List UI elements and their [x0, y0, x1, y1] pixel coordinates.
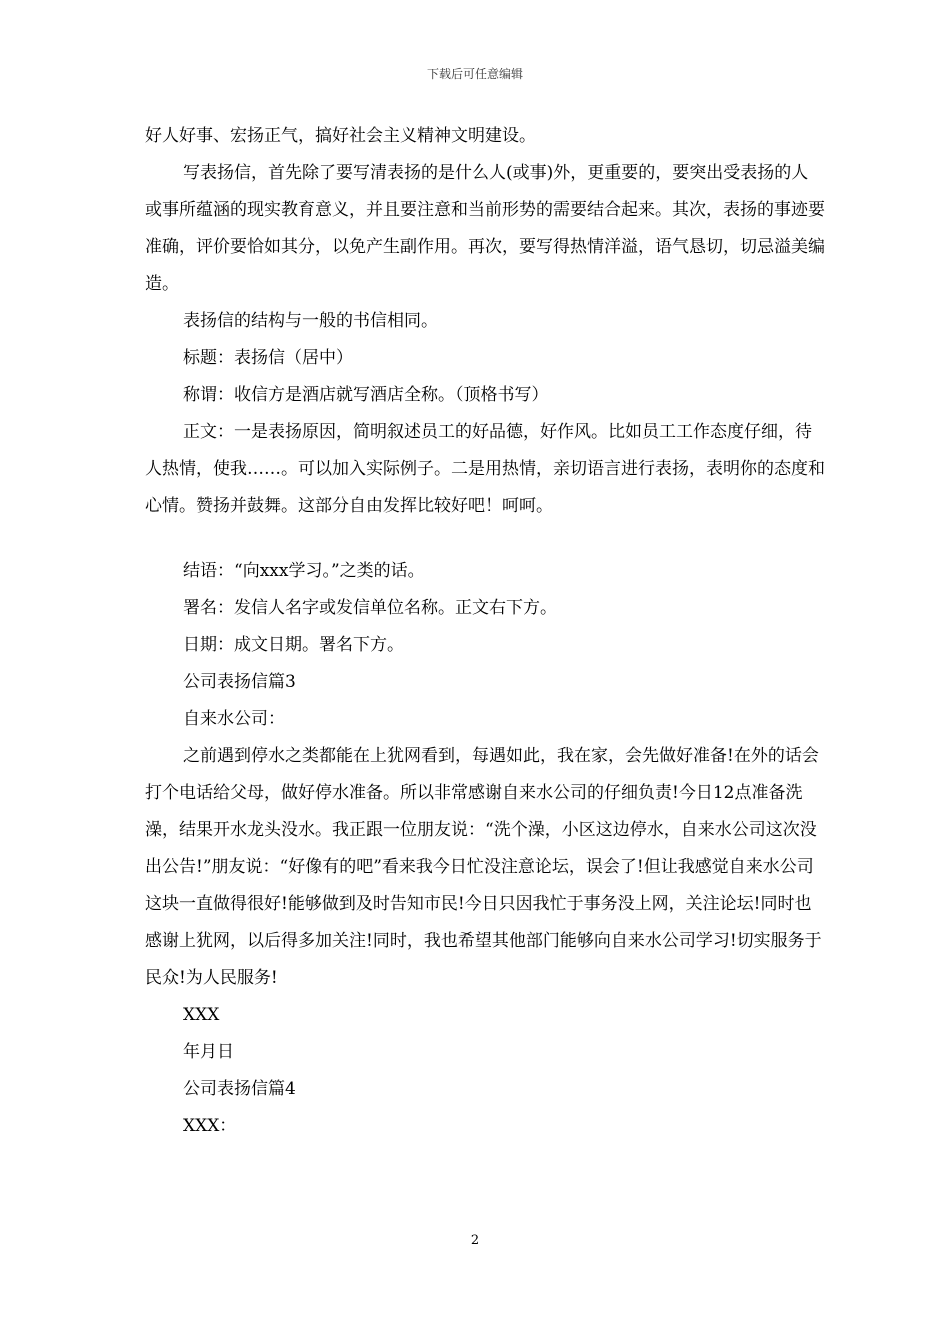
paragraph: 正文：一是表扬原因，简明叙述员工的好品德，好作风。比如员工工作态度仔细，待人热情，使我……。可以加入实际例子。二是用热情，亲切语言进行表扬，表明你的态度和心情。赞扬并鼓舞。这部分自由发挥比较好吧！呵呵。 — [145, 422, 825, 516]
paragraph: 结语：“向xxx学习。”之类的话。 — [183, 561, 425, 581]
signature: XXX — [183, 1005, 220, 1025]
date-line: 年月日 — [183, 1042, 234, 1062]
paragraph: 写表扬信，首先除了要写清表扬的是什么人(或事)外，更重要的，要突出受表扬的人或事所蕴涵的现实教育意义，并且要注意和当前形势的需要结合起来。其次，表扬的事迹要准确，评价要恰如其分，以免产生副作用。再次，要写得热情洋溢，语气恳切，切忌溢美编造。 — [145, 163, 825, 294]
section-heading: 公司表扬信篇3 — [183, 672, 296, 692]
page-number: 2 — [470, 1233, 480, 1248]
section-heading: 公司表扬信篇4 — [183, 1079, 296, 1099]
blank-line — [145, 525, 825, 553]
salutation: XXX： — [183, 1116, 237, 1136]
paragraph: 称谓：收信方是酒店就写酒店全称。（顶格书写） — [183, 385, 549, 405]
paragraph: 日期：成文日期。署名下方。 — [183, 635, 404, 655]
paragraph: 标题：表扬信（居中） — [183, 348, 353, 368]
page-header: 下载后可任意编辑 — [426, 67, 523, 81]
paragraph: 表扬信的结构与一般的书信相同。 — [183, 311, 438, 331]
paragraph: 好人好事、宏扬正气，搞好社会主义精神文明建设。 — [145, 126, 536, 146]
paragraph: 之前遇到停水之类都能在上犹网看到，每遇如此，我在家，会先做好准备!在外的话会打个电话给父母，做好停水准备。所以非常感谢自来水公司的仔细负责!今日12点准备洗澡，结果开水龙头没水。我正跟一位朋友说：“洗个澡，小区这边停水，自来水公司这次没出公告!”朋友说：“好像有的吧”看来我今日忙没注意论坛，误会了!但让我感觉自来水公司这块一直做得很好!能够做到及时告知市民!今日只因我忙于事务没上网，关注论坛!同时也感谢上犹网，以后得多加关注!同时，我也希望其他部门能够向自来水公司学习!切实服务于民众!为人民服务! — [145, 746, 822, 988]
document-body — [145, 118, 825, 1145]
paragraph: 署名：发信人名字或发信单位名称。正文右下方。 — [183, 598, 557, 618]
salutation: 自来水公司： — [183, 709, 285, 729]
